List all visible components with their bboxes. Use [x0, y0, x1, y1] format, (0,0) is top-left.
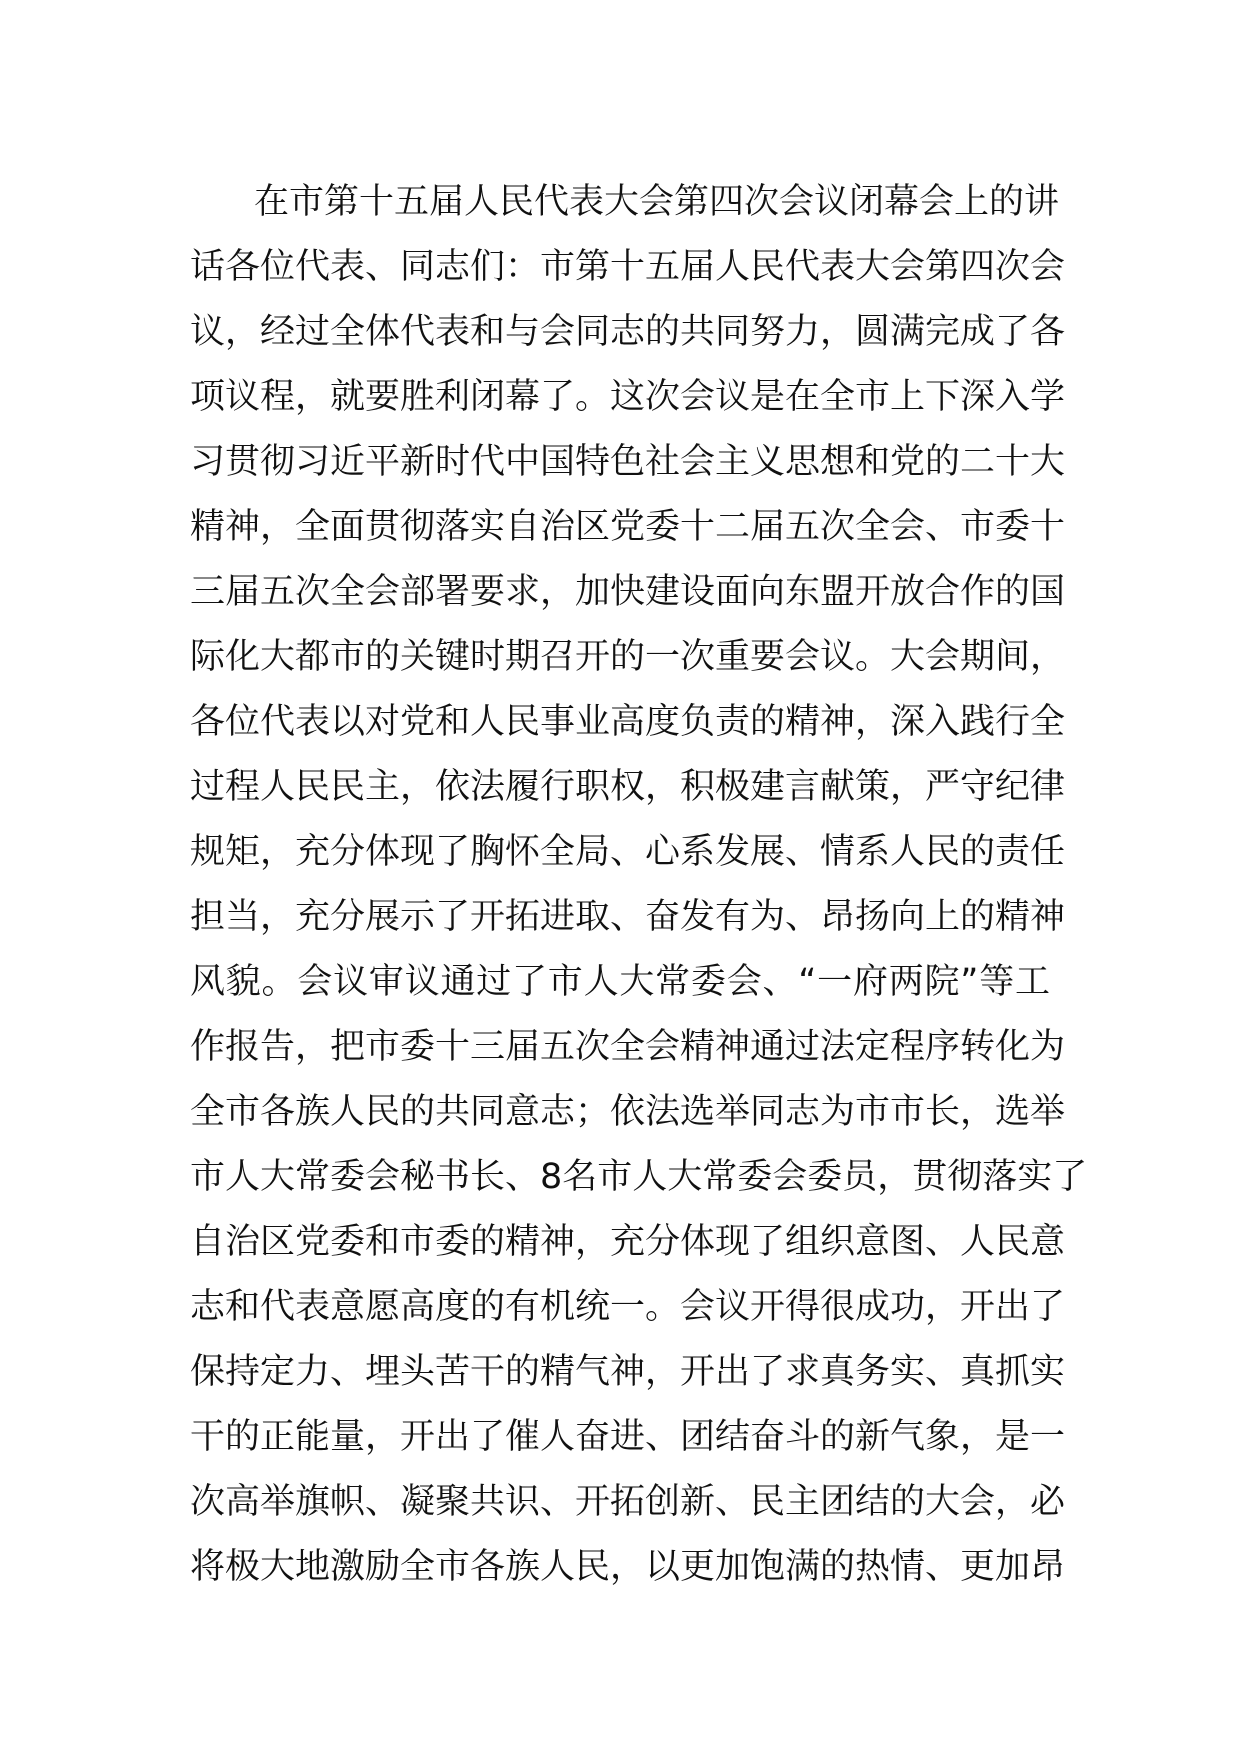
text-line: 全市各族人民的共同意志；依法选举同志为市市长，选举	[190, 1092, 1066, 1132]
body-paragraph	[190, 170, 1088, 1600]
text-line: 规矩，充分体现了胸怀全局、心系发展、情系人民的责任	[190, 832, 1066, 872]
text-line: 担当，充分展示了开拓进取、奋发有为、昂扬向上的精神	[190, 897, 1066, 937]
text-line: 市人大常委会秘书长、8名市人大常委会委员，贯彻落实了	[190, 1157, 1088, 1197]
text-line: 际化大都市的关键时期召开的一次重要会议。大会期间，	[190, 637, 1066, 677]
text-line: 将极大地激励全市各族人民，以更加饱满的热情、更加昂	[190, 1547, 1066, 1587]
text-line: 议，经过全体代表和与会同志的共同努力，圆满完成了各	[190, 312, 1066, 352]
text-line: 各位代表以对党和人民事业高度负责的精神，深入践行全	[190, 702, 1066, 742]
text-line: 次高举旗帜、凝聚共识、开拓创新、民主团结的大会，必	[190, 1482, 1066, 1522]
text-line: 习贯彻习近平新时代中国特色社会主义思想和党的二十大	[190, 442, 1066, 482]
text-line: 作报告，把市委十三届五次全会精神通过法定程序转化为	[190, 1027, 1066, 1067]
text-line: 风貌。会议审议通过了市人大常委会、“一府两院”等工	[190, 962, 1050, 1002]
text-line: 项议程，就要胜利闭幕了。这次会议是在全市上下深入学	[190, 377, 1066, 417]
text-line: 自治区党委和市委的精神，充分体现了组织意图、人民意	[190, 1222, 1066, 1262]
text-line: 保持定力、埋头苦干的精气神，开出了求真务实、真抓实	[190, 1352, 1066, 1392]
text-line: 志和代表意愿高度的有机统一。会议开得很成功，开出了	[190, 1287, 1066, 1327]
text-line: 三届五次全会部署要求，加快建设面向东盟开放合作的国	[190, 572, 1066, 612]
text-line: 在市第十五届人民代表大会第四次会议闭幕会上的讲	[254, 182, 1060, 222]
text-line: 精神，全面贯彻落实自治区党委十二届五次全会、市委十	[190, 507, 1066, 547]
text-line: 过程人民民主，依法履行职权，积极建言献策，严守纪律	[190, 767, 1066, 807]
text-line: 话各位代表、同志们：市第十五届人民代表大会第四次会	[190, 247, 1066, 287]
text-line: 干的正能量，开出了催人奋进、团结奋斗的新气象，是一	[190, 1417, 1066, 1457]
